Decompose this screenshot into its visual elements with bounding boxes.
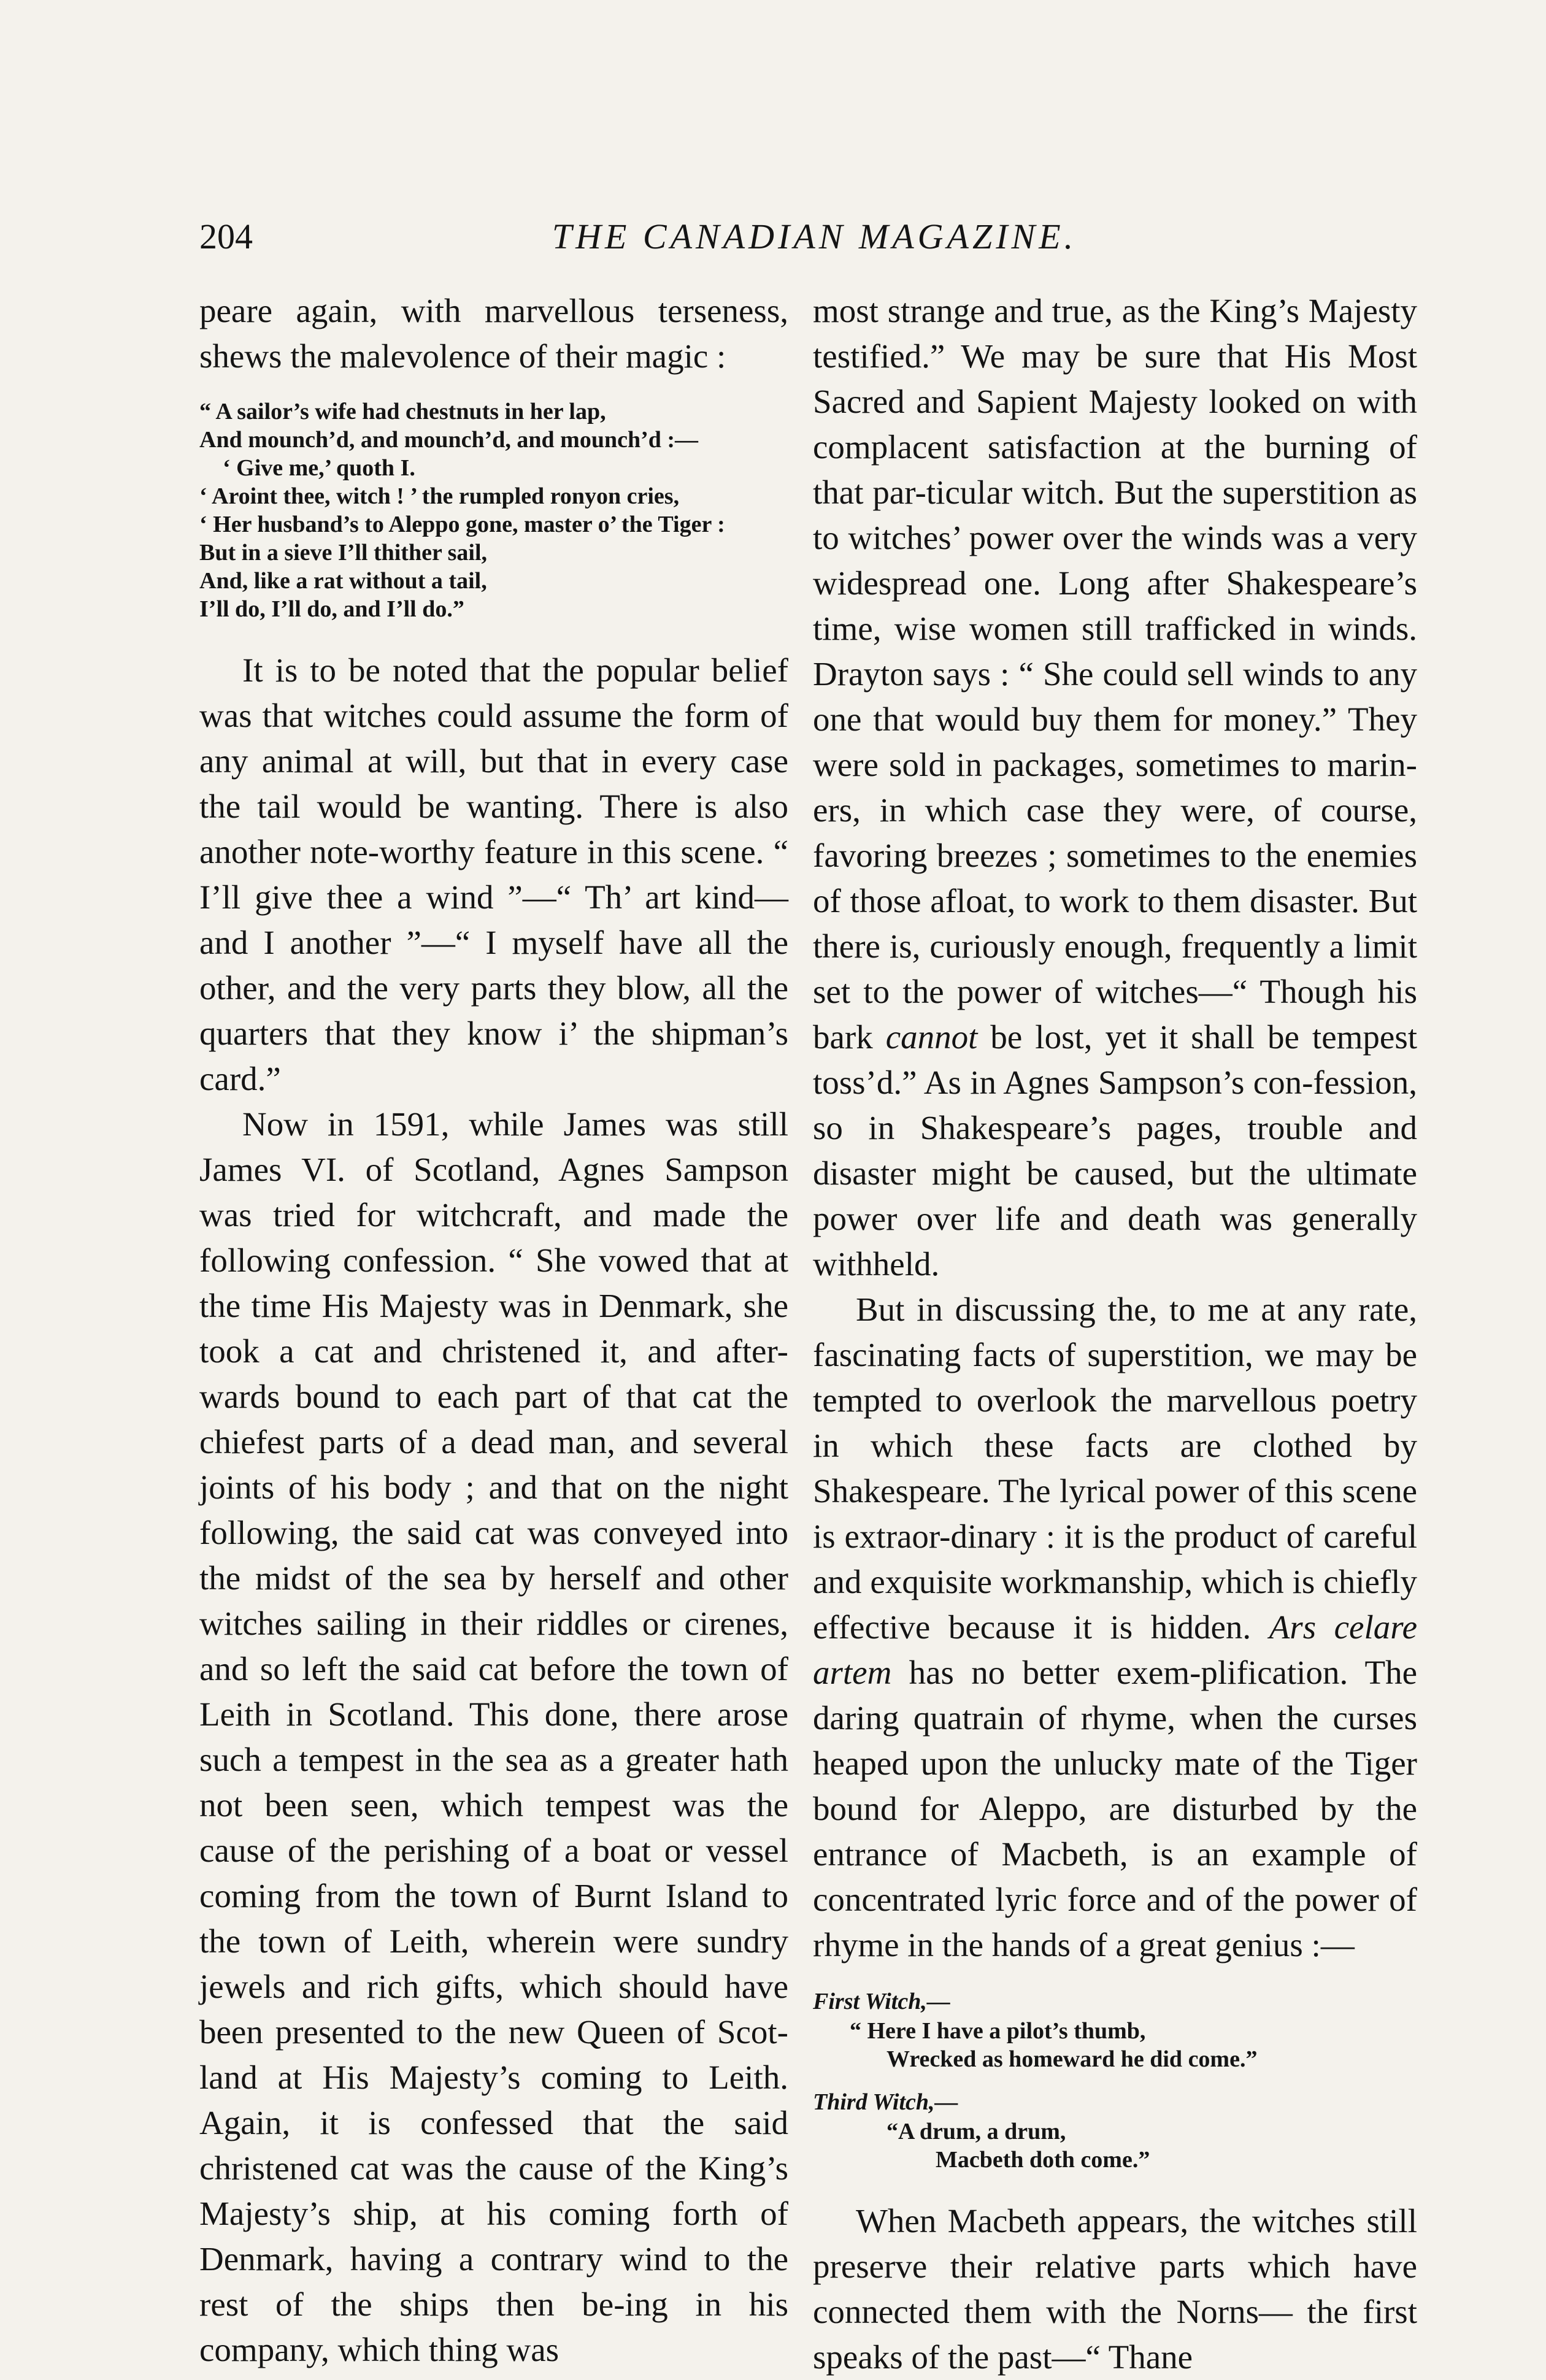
right-paragraph-1-text: most strange and true, as the King’s Majesty testified.” We may be sure that His Most Sacred and Sapient Majesty looked on with complacent satisfaction at the burning of that par-ticular witch. But the superstition as to witches’ power over the winds was a very widespread one. Long after Shakespeare’s time, wise women still trafficked in winds. Drayton says : “ She could sell winds to any one that would buy them for money.” They were sold in packages, sometimes to marin-ers, in which case they were, of course, favoring breezes ; sometimes to the enemies of those afloat, to work to them disaster. But there is, curiously enough, frequently a limit set to the power of witches—“ Though his bark bbox=[813, 292, 1417, 1056]
right-paragraph-1 bbox=[813, 288, 1417, 1287]
speaker-third-witch: Third Witch,— bbox=[813, 2089, 958, 2115]
right-paragraph-2-text: But in discussing the, to me at any rate, fascinating facts of superstition, we may be tempted to overlook the marvellous poetry in which these facts are clothed by Shakespeare. The lyrical power of this scene is extraor-dinary : it is the product of careful and exquisite workmanship, which is chiefly effective because it is hidden. bbox=[813, 1291, 1417, 1646]
italic-latin-phrase: Ars celare artem bbox=[813, 1608, 1418, 1691]
sailor-wife-verse bbox=[199, 397, 788, 623]
verse-line: Wrecked as homeward he did come.” bbox=[886, 2046, 1258, 2072]
verse-line: And, like a rat without a tail, bbox=[199, 568, 487, 594]
right-column bbox=[813, 288, 1417, 2380]
running-title: THE CANADIAN MAGAZINE. bbox=[552, 217, 1077, 256]
left-column bbox=[199, 288, 788, 2373]
witches-verse bbox=[813, 1986, 1417, 2174]
right-paragraph-3: When Macbeth appears, the witches still preserve their relative parts which have connected them with the Norns— the first speaks of the past—“ Thane bbox=[813, 2202, 1417, 2376]
verse-line: Macbeth doth come.” bbox=[936, 2147, 1150, 2173]
verse-line: And mounch’d, and mounch’d, and mounch’d :— bbox=[199, 427, 699, 453]
italic-cannot: cannot bbox=[885, 1018, 978, 1056]
verse-line: ‘ Aroint thee, witch ! ’ the rumpled ronyon cries, bbox=[199, 483, 680, 509]
left-paragraph-3: Now in 1591, while James was still James VI. of Scotland, Agnes Sampson was tried for witchcraft, and made the following confession. “ She vowed that at the time His Majesty was in Denmark, she took a cat and christened it, and after-wards bound to each part of that cat the chiefest parts of a dead man, and several joints of his body ; and that on the night following, the said cat was conveyed into the midst of the sea by herself and other witches sailing in their riddles or cirenes, and so left the said cat before the town of Leith in Scotland. This done, there arose such a tempest in the sea as a greater hath not been seen, which tempest was the cause of the perishing of a boat or vessel coming from the town of Burnt Island to the town of Leith, wherein were sundry jewels and rich gifts, which should have been presented to the new Queen of Scot-land at His Majesty’s coming to Leith. Again, it is confessed that the said christened cat was the cause of the King’s Majesty’s ship, at his coming forth of Denmark, having a contrary wind to the rest of the ships then be-ing in his company, which thing was bbox=[199, 1105, 788, 2368]
verse-line: “ Here I have a pilot’s thumb, bbox=[850, 2018, 1146, 2044]
speaker-first-witch: First Witch,— bbox=[813, 1989, 950, 2014]
verse-line: I’ll do, I’ll do, and I’ll do.” bbox=[199, 596, 464, 622]
verse-line: ‘ Give me,’ quoth I. bbox=[223, 455, 415, 481]
right-paragraph-2-cont: has no better exem-plification. The daring quatrain of rhyme, when the curses heaped upon the unlucky mate of the Tiger bound for Aleppo, are disturbed by the entrance of Macbeth, is an example of concentrated lyric force and of the power of rhyme in the hands of a great genius :— bbox=[813, 1654, 1418, 1964]
left-paragraph-1: peare again, with marvellous terseness, shews the malevolence of their magic : bbox=[199, 292, 788, 375]
verse-line: “A drum, a drum, bbox=[886, 2119, 1066, 2144]
right-paragraph-1-cont: be lost, yet it shall be tempest toss’d.” As in Agnes Sampson’s con-fession, so in Shakespeare’s pages, trouble and disaster might be caused, but the ultimate power over life and death was generally withheld. bbox=[813, 1018, 1418, 1283]
page-number: 204 bbox=[199, 217, 253, 256]
verse-line: ‘ Her husband’s to Aleppo gone, master o’ the Tiger : bbox=[199, 512, 725, 537]
left-paragraph-2: It is to be noted that the popular belief was that witches could assume the form of any animal at will, but that in every case the tail would be wanting. There is also another note-worthy feature in this scene. “ I’ll give thee a wind ”—“ Th’ art kind— and I another ”—“ I myself have all the other, and the very parts they blow, all the quarters that they know i’ the shipman’s card.” bbox=[199, 651, 788, 1097]
page-header bbox=[199, 216, 1429, 271]
right-paragraph-2 bbox=[813, 1287, 1417, 1968]
verse-line: “ A sailor’s wife had chestnuts in her lap, bbox=[199, 399, 606, 424]
verse-line: But in a sieve I’ll thither sail, bbox=[199, 540, 488, 566]
